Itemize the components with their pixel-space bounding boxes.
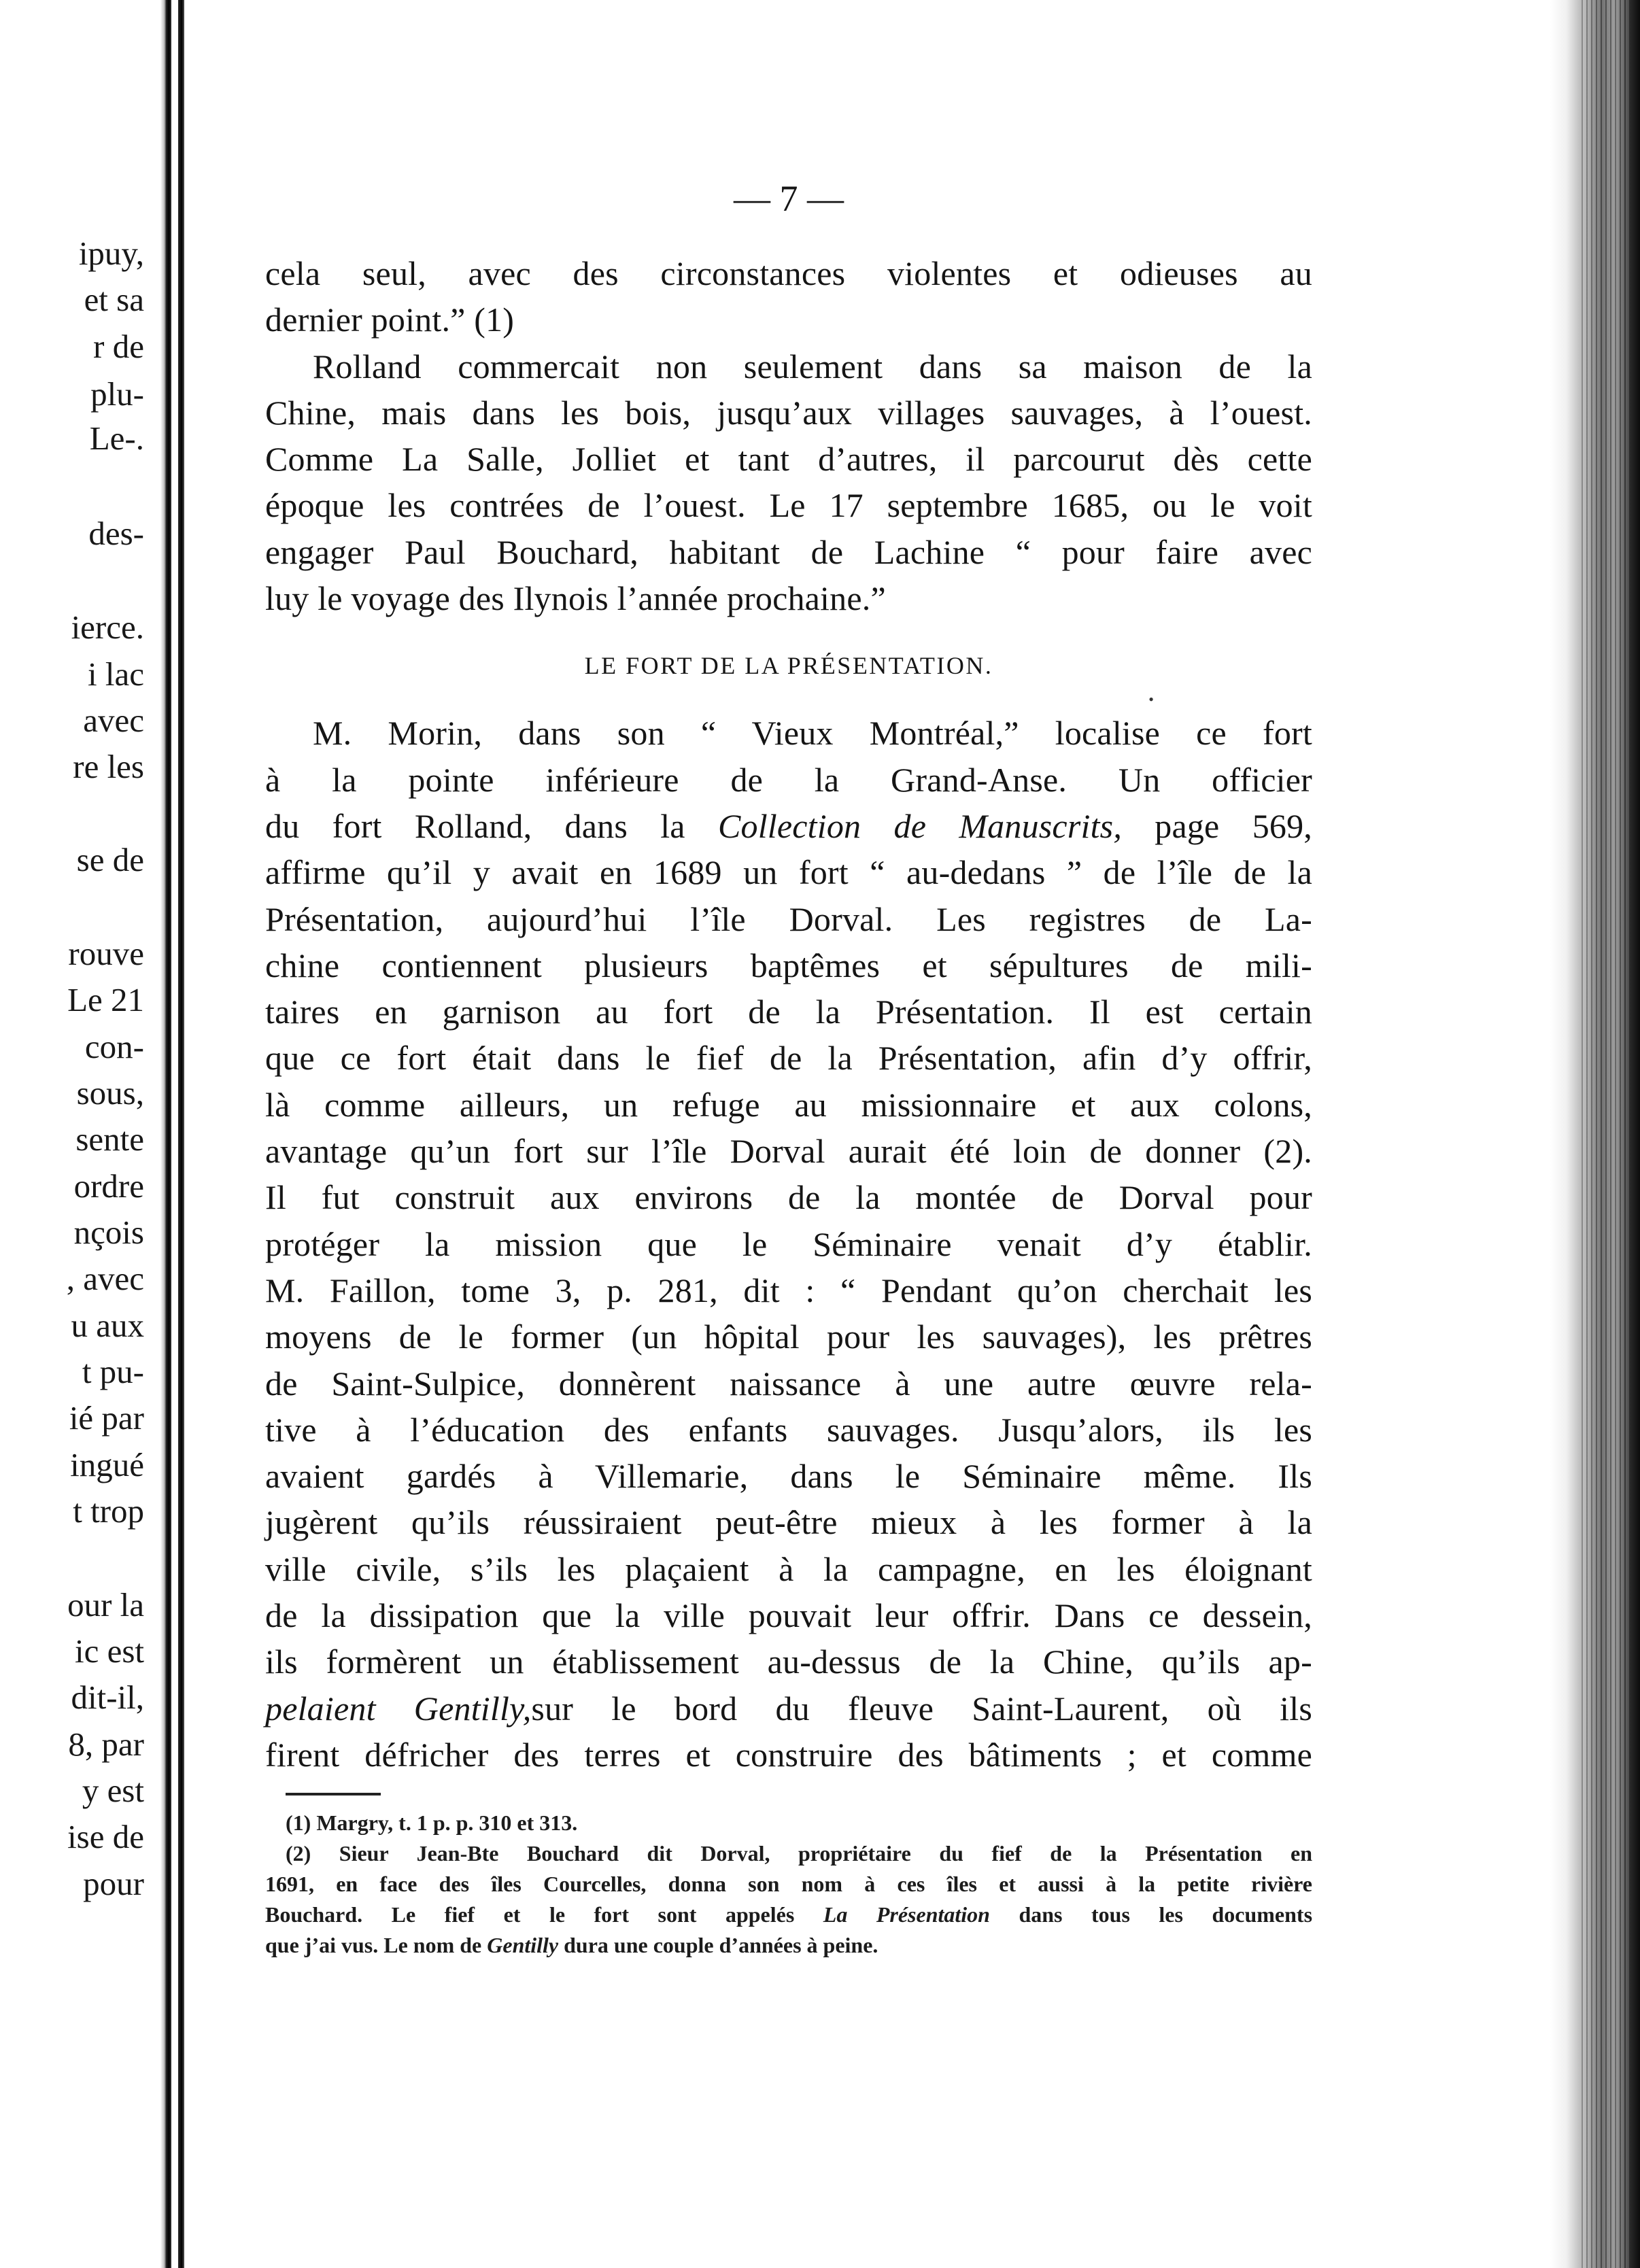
facing-page-line: ic est [74,1632,144,1670]
text-line: luy le voyage des Ilynois l’année prochaine.” [265,579,886,618]
footnote-2-line [265,1900,1312,1930]
footnote-2-line: (2) Sieur Jean-Bte Bouchard dit Dorval, propriétaire du fief de la Présentation en [286,1841,1312,1866]
text-line: Il fut construit aux environs de la montée de Dorval pour [265,1178,1312,1217]
text-line: Présentation, aujourd’hui l’île Dorval. Les registres de La- [265,899,1312,938]
text-line: là comme ailleurs, un refuge au missionnaire et aux colons, [265,1085,1312,1124]
facing-page-line: plu- [90,375,144,413]
facing-page-line: des- [88,515,144,552]
italic-name: pelaient Gentilly, [265,1689,532,1728]
facing-page-line: , avec [66,1260,144,1297]
facing-page-line: Le-. [89,419,144,457]
facing-page-line: ise de [67,1818,144,1855]
text-line: taires en garnison au fort de la Présentation. Il est certain [265,993,1312,1031]
text-line: époque les contrées de l’ouest. Le 17 septembre 1685, ou le voit [265,486,1312,525]
text-line: protéger la mission que le Séminaire venait d’y établir. [265,1224,1312,1263]
facing-page-line: Le 21 [67,981,144,1018]
page-edge-stack [1582,0,1629,2268]
book-gutter [160,0,171,2268]
text-line: chine contiennent plusieurs baptêmes et sépultures de mili- [265,946,1312,984]
text-line: de Saint-Sulpice, donnèrent naissance à une autre œuvre rela- [265,1364,1312,1403]
text-line: que ce fort était dans le fief de la Présentation, afin d’y offrir, [265,1039,1312,1078]
facing-page-line: ingué [70,1446,144,1483]
text-run: dura une couple d’années à peine. [558,1933,878,1958]
italic-name: Gentilly [487,1933,559,1958]
facing-page-line: y est [82,1772,144,1809]
text-line [265,803,1312,849]
text-run: page 569, [1122,806,1312,845]
facing-page-line: sous, [76,1074,144,1112]
text-line: affirme qu’il y avait en 1689 un fort “ au-dedans ” de l’île de la [265,853,1312,892]
main-page [265,178,1312,1961]
page-number: — 7 — [734,178,844,219]
facing-page-line: u aux [71,1307,144,1344]
facing-page-line: avec [83,702,144,739]
text-run: Bouchard. Le fief et le fort sont appelés [265,1902,823,1927]
facing-page-line: ié par [69,1399,144,1437]
text-line: Comme La Salle, Jolliet et tant d’autres, il parcourut dès cette [265,440,1312,479]
text-line: ils formèrent un établissement au-dessus de la Chine, qu’ils ap- [265,1643,1312,1681]
facing-page-line: nçois [73,1214,144,1251]
facing-page-line: 8, par [68,1725,144,1763]
facing-page-line: t trop [73,1492,144,1530]
text-line: ville civile, s’ils les plaçaient à la campagne, en les éloignant [265,1549,1312,1588]
text-line: cela seul, avec des circonstances violentes et odieuses au [265,254,1312,292]
footnote-2-line: 1691, en face des îles Courcelles, donna son nom à ces îles et aussi à la petite rivière [265,1872,1312,1897]
book-gutter-shadow [178,0,184,2268]
text-line: firent défricher des terres et construire des bâtiments ; et comme [265,1735,1312,1774]
text-line: à la pointe inférieure de la Grand-Anse. Un officier [265,760,1312,799]
footnote-2-line [265,1930,1312,1961]
facing-page-line: t pu- [82,1353,144,1390]
facing-page-line: pour [83,1865,144,1902]
facing-page-line: ordre [73,1167,144,1205]
section-heading: LE FORT DE LA PRÉSENTATION. [584,652,993,680]
facing-page-line: rouve [68,935,144,972]
facing-page-fragment [0,0,175,2268]
facing-page-line: ipuy, [78,235,144,272]
text-line: M. Morin, dans son “ Vieux Montréal,” localise ce fort [313,714,1312,753]
text-line: de la dissipation que la ville pouvait leur offrir. Dans ce dessein, [265,1596,1312,1635]
facing-page-line: our la [67,1586,144,1623]
facing-page-line: re les [73,748,144,785]
text-line: dernier point.” (1) [265,300,515,339]
text-line: jugèrent qu’ils réussiraient peut-être mieux à les former à la [265,1503,1312,1542]
paragraph-2 [265,343,1312,622]
paragraph-3 [265,710,1312,1778]
facing-page-line: con- [84,1028,144,1065]
text-run: du fort Rolland, dans la [265,806,718,845]
facing-page-line: sente [75,1120,144,1158]
facing-page-line: et sa [84,281,144,318]
text-line: avaient gardés à Villemarie, dans le Séminaire même. Ils [265,1457,1312,1496]
italic-title: Collection de Manuscrits, [717,806,1123,845]
facing-page-line: i lac [88,655,144,693]
italic-name: La Présentation [823,1902,990,1927]
footnotes [265,1808,1312,1961]
stray-mark: • [1148,691,1154,708]
facing-page-line: ierce. [71,608,144,646]
text-line: avantage qu’un fort sur l’île Dorval aurait été loin de donner (2). [265,1132,1312,1171]
facing-page-line: r de [93,328,144,365]
paragraph-1 [265,250,1312,343]
text-line: Chine, mais dans les bois, jusqu’aux villages sauvages, à l’ouest. [265,393,1312,432]
text-line: M. Faillon, tome 3, p. 281, dit : “ Pendant qu’on cherchait les [265,1271,1312,1309]
text-line [265,1685,1312,1732]
footnote-rule [286,1793,381,1796]
text-line: moyens de le former (un hôpital pour les sauvages), les prêtres [265,1318,1312,1356]
facing-page-line: dit-il, [71,1679,144,1716]
text-run: que j’ai vus. Le nom de [265,1933,488,1958]
facing-page-line: se de [76,841,144,878]
text-run: sur le bord du fleuve Saint-Laurent, où ils [531,1689,1312,1728]
text-line: engager Paul Bouchard, habitant de Lachine “ pour faire avec [265,532,1312,571]
text-run: dans tous les documents [989,1902,1313,1927]
text-line: tive à l’éducation des enfants sauvages. Jusqu’alors, ils les [265,1410,1312,1449]
text-line: Rolland commercait non seulement dans sa maison de la [313,347,1312,385]
footnote-1: (1) Margry, t. 1 p. p. 310 et 313. [286,1810,578,1836]
